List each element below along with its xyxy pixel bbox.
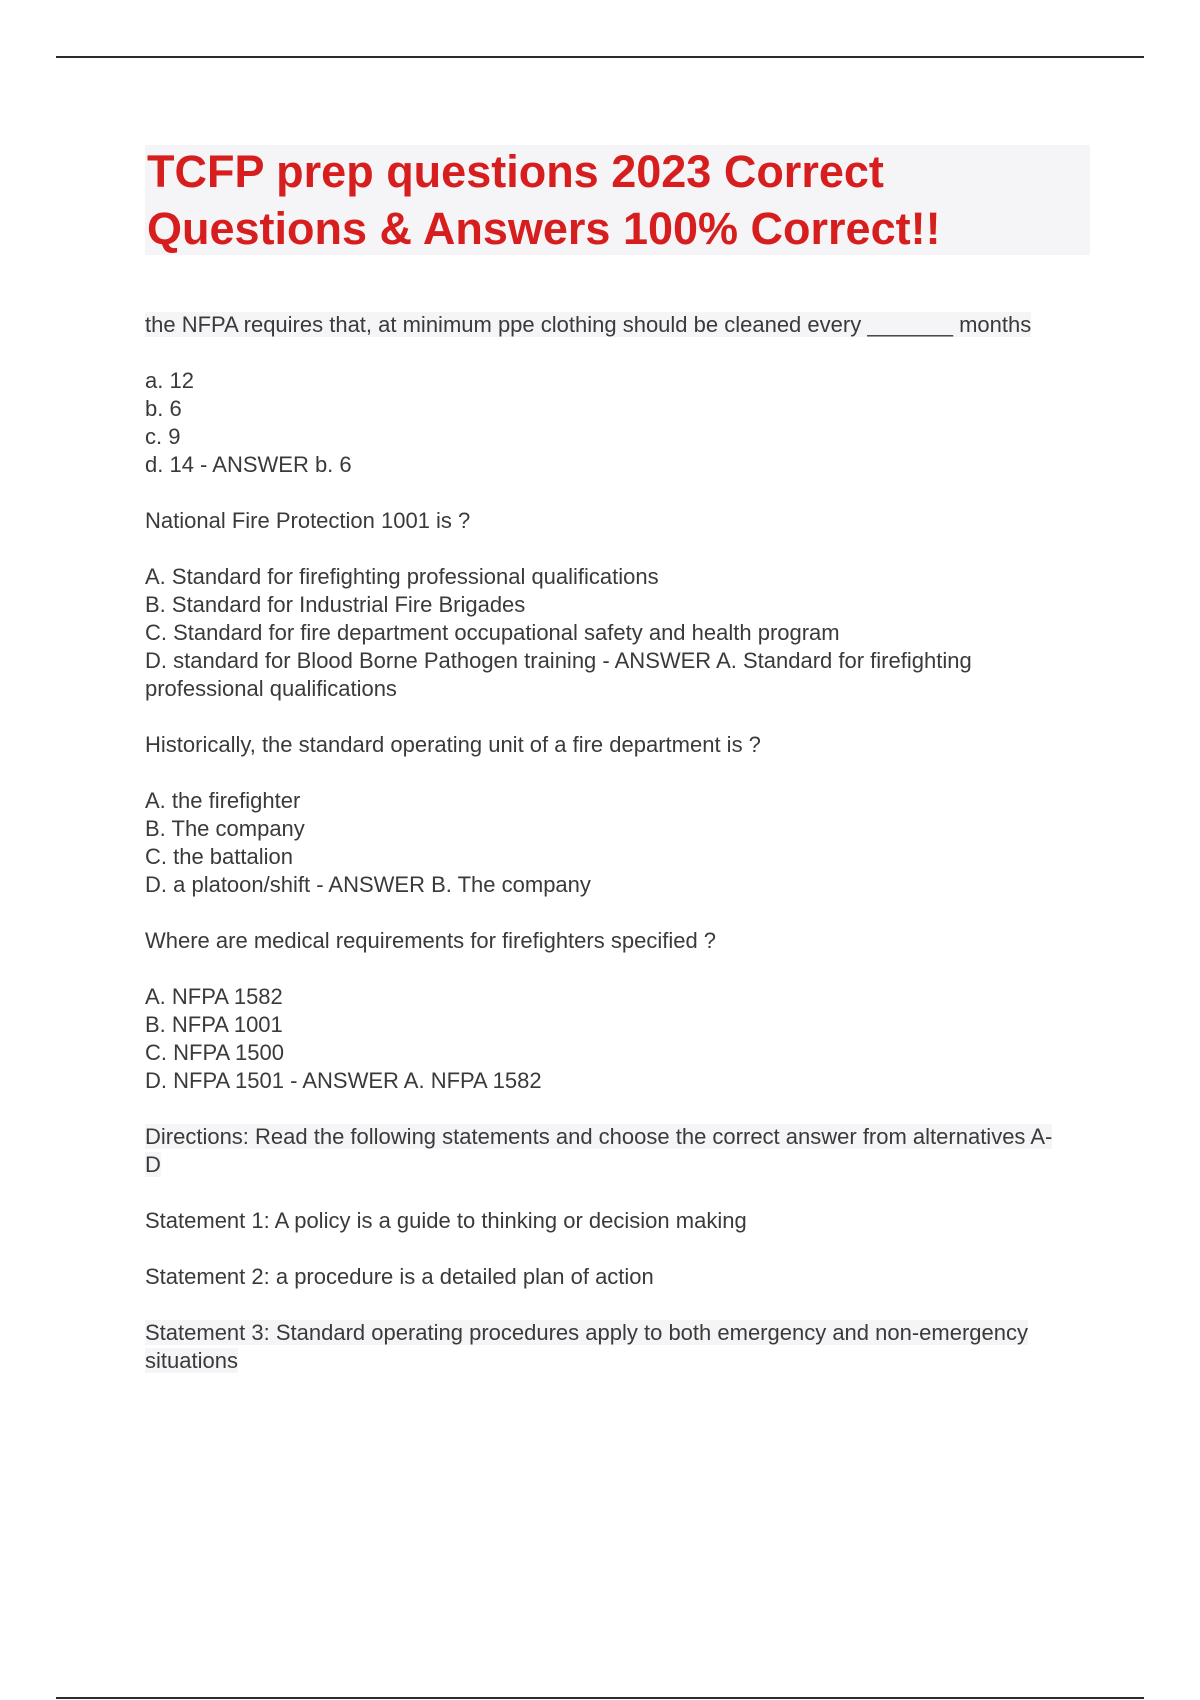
document-body [145, 311, 1065, 1403]
option: B. NFPA 1001 [145, 1012, 283, 1037]
question-3 [145, 731, 1065, 759]
question-1-options [145, 367, 1065, 479]
statement-text: Statement 1: A policy is a guide to thinking or decision making [145, 1208, 747, 1233]
question-2-options [145, 563, 1065, 703]
top-rule [56, 56, 1144, 58]
option-with-answer: d. 14 - ANSWER b. 6 [145, 452, 352, 477]
option: A. Standard for firefighting professional qualifications [145, 564, 659, 589]
bottom-rule [56, 1697, 1144, 1699]
option-with-answer: D. NFPA 1501 - ANSWER A. NFPA 1582 [145, 1068, 542, 1093]
option: B. The company [145, 816, 305, 841]
question-text: Historically, the standard operating unit of a fire department is ? [145, 732, 761, 757]
question-2 [145, 507, 1065, 535]
statement-3 [145, 1319, 1065, 1375]
option: B. Standard for Industrial Fire Brigades [145, 592, 526, 617]
document-title: TCFP prep questions 2023 Correct Questions & Answers 100% Correct!! [147, 146, 941, 254]
question-4 [145, 927, 1065, 955]
statement-text: Statement 3: Standard operating procedures apply to both emergency and non-emergency situations [145, 1320, 1028, 1373]
question-4-options [145, 983, 1065, 1095]
directions-text: Directions: Read the following statements and choose the correct answer from alternatives A-D [145, 1124, 1053, 1177]
question-text: National Fire Protection 1001 is ? [145, 508, 471, 533]
statement-text: Statement 2: a procedure is a detailed plan of action [145, 1264, 654, 1289]
statement-1 [145, 1207, 1065, 1235]
directions [145, 1123, 1065, 1179]
option: A. NFPA 1582 [145, 984, 283, 1009]
option-with-answer: D. standard for Blood Borne Pathogen training - ANSWER A. Standard for firefighting professional qualifications [145, 648, 972, 701]
option: b. 6 [145, 396, 182, 421]
question-text: Where are medical requirements for firefighters specified ? [145, 928, 717, 953]
option: A. the firefighter [145, 788, 301, 813]
option-with-answer: D. a platoon/shift - ANSWER B. The company [145, 872, 591, 897]
option: C. NFPA 1500 [145, 1040, 284, 1065]
option: a. 12 [145, 368, 194, 393]
statement-2 [145, 1263, 1065, 1291]
option: C. Standard for fire department occupational safety and health program [145, 620, 840, 645]
question-1 [145, 311, 1065, 339]
question-text: the NFPA requires that, at minimum ppe clothing should be cleaned every _______ months [145, 312, 1032, 337]
question-3-options [145, 787, 1065, 899]
option: c. 9 [145, 424, 181, 449]
option: C. the battalion [145, 844, 293, 869]
